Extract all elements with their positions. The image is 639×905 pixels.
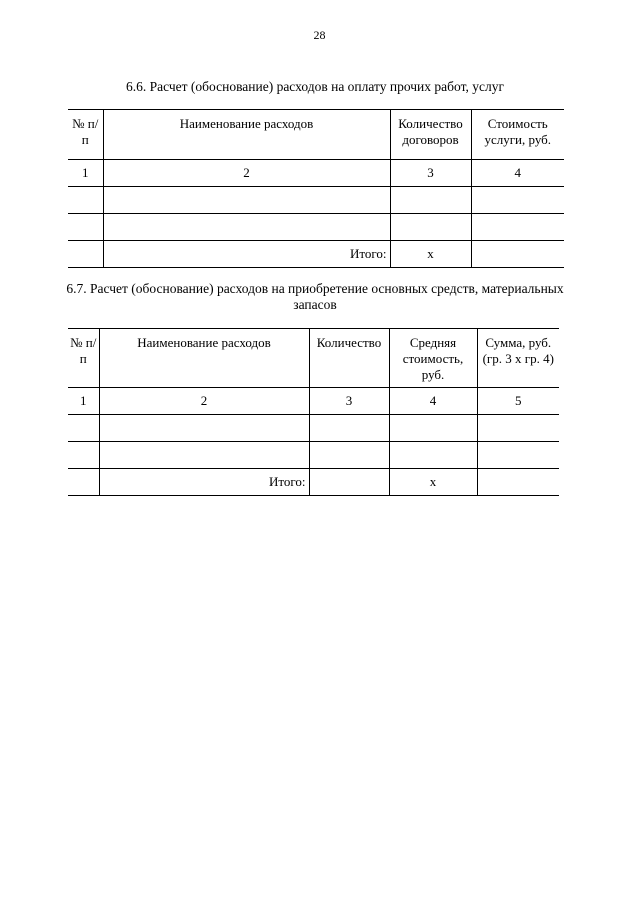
table-fixed-assets [68, 328, 559, 496]
table-row [68, 214, 564, 241]
total-row [68, 469, 559, 496]
table-row [68, 187, 564, 214]
table-row [68, 442, 559, 469]
section-title-6-7: 6.7. Расчет (обоснование) расходов на приобретение основных средств, материальных запасов [66, 281, 564, 312]
header-contracts-count: Количество договоров [390, 110, 471, 160]
empty-cell [309, 469, 389, 496]
column-number: 4 [471, 160, 564, 187]
header-sum: Сумма, руб. (гр. 3 x гр. 4) [477, 329, 559, 388]
empty-cell [477, 469, 559, 496]
total-row [68, 241, 564, 268]
empty-cell [68, 469, 99, 496]
column-number: 1 [68, 160, 103, 187]
empty-cell [389, 415, 477, 442]
header-number: № п/п [68, 329, 99, 388]
empty-cell [477, 442, 559, 469]
total-label: Итого: [103, 241, 390, 268]
column-number: 2 [99, 388, 309, 415]
column-number: 3 [390, 160, 471, 187]
column-number: 2 [103, 160, 390, 187]
empty-cell [103, 214, 390, 241]
header-expense-name: Наименование расходов [99, 329, 309, 388]
empty-cell [309, 415, 389, 442]
empty-cell [99, 415, 309, 442]
empty-cell [68, 214, 103, 241]
table-header-row [68, 329, 559, 388]
page-number: 28 [313, 28, 326, 42]
table-row [68, 415, 559, 442]
empty-cell [99, 442, 309, 469]
header-average-cost: Средняя стоимость, руб. [389, 329, 477, 388]
empty-cell [103, 187, 390, 214]
total-mark: x [389, 469, 477, 496]
header-service-cost: Стоимость услуги, руб. [471, 110, 564, 160]
empty-cell [390, 214, 471, 241]
header-quantity: Количество [309, 329, 389, 388]
total-mark: x [390, 241, 471, 268]
header-expense-name: Наименование расходов [103, 110, 390, 160]
table-header-row [68, 110, 564, 160]
table-other-services [68, 109, 564, 268]
empty-cell [309, 442, 389, 469]
column-number-row [68, 388, 559, 415]
column-number: 1 [68, 388, 99, 415]
column-number-row [68, 160, 564, 187]
header-number: № п/п [68, 110, 103, 160]
empty-cell [68, 187, 103, 214]
empty-cell [390, 187, 471, 214]
empty-cell [68, 442, 99, 469]
empty-cell [389, 442, 477, 469]
empty-cell [471, 241, 564, 268]
column-number: 3 [309, 388, 389, 415]
column-number: 4 [389, 388, 477, 415]
empty-cell [68, 241, 103, 268]
section-title-6-6: 6.6. Расчет (обоснование) расходов на оплату прочих работ, услуг [126, 79, 504, 94]
column-number: 5 [477, 388, 559, 415]
empty-cell [477, 415, 559, 442]
empty-cell [68, 415, 99, 442]
empty-cell [471, 214, 564, 241]
empty-cell [471, 187, 564, 214]
total-label: Итого: [99, 469, 309, 496]
